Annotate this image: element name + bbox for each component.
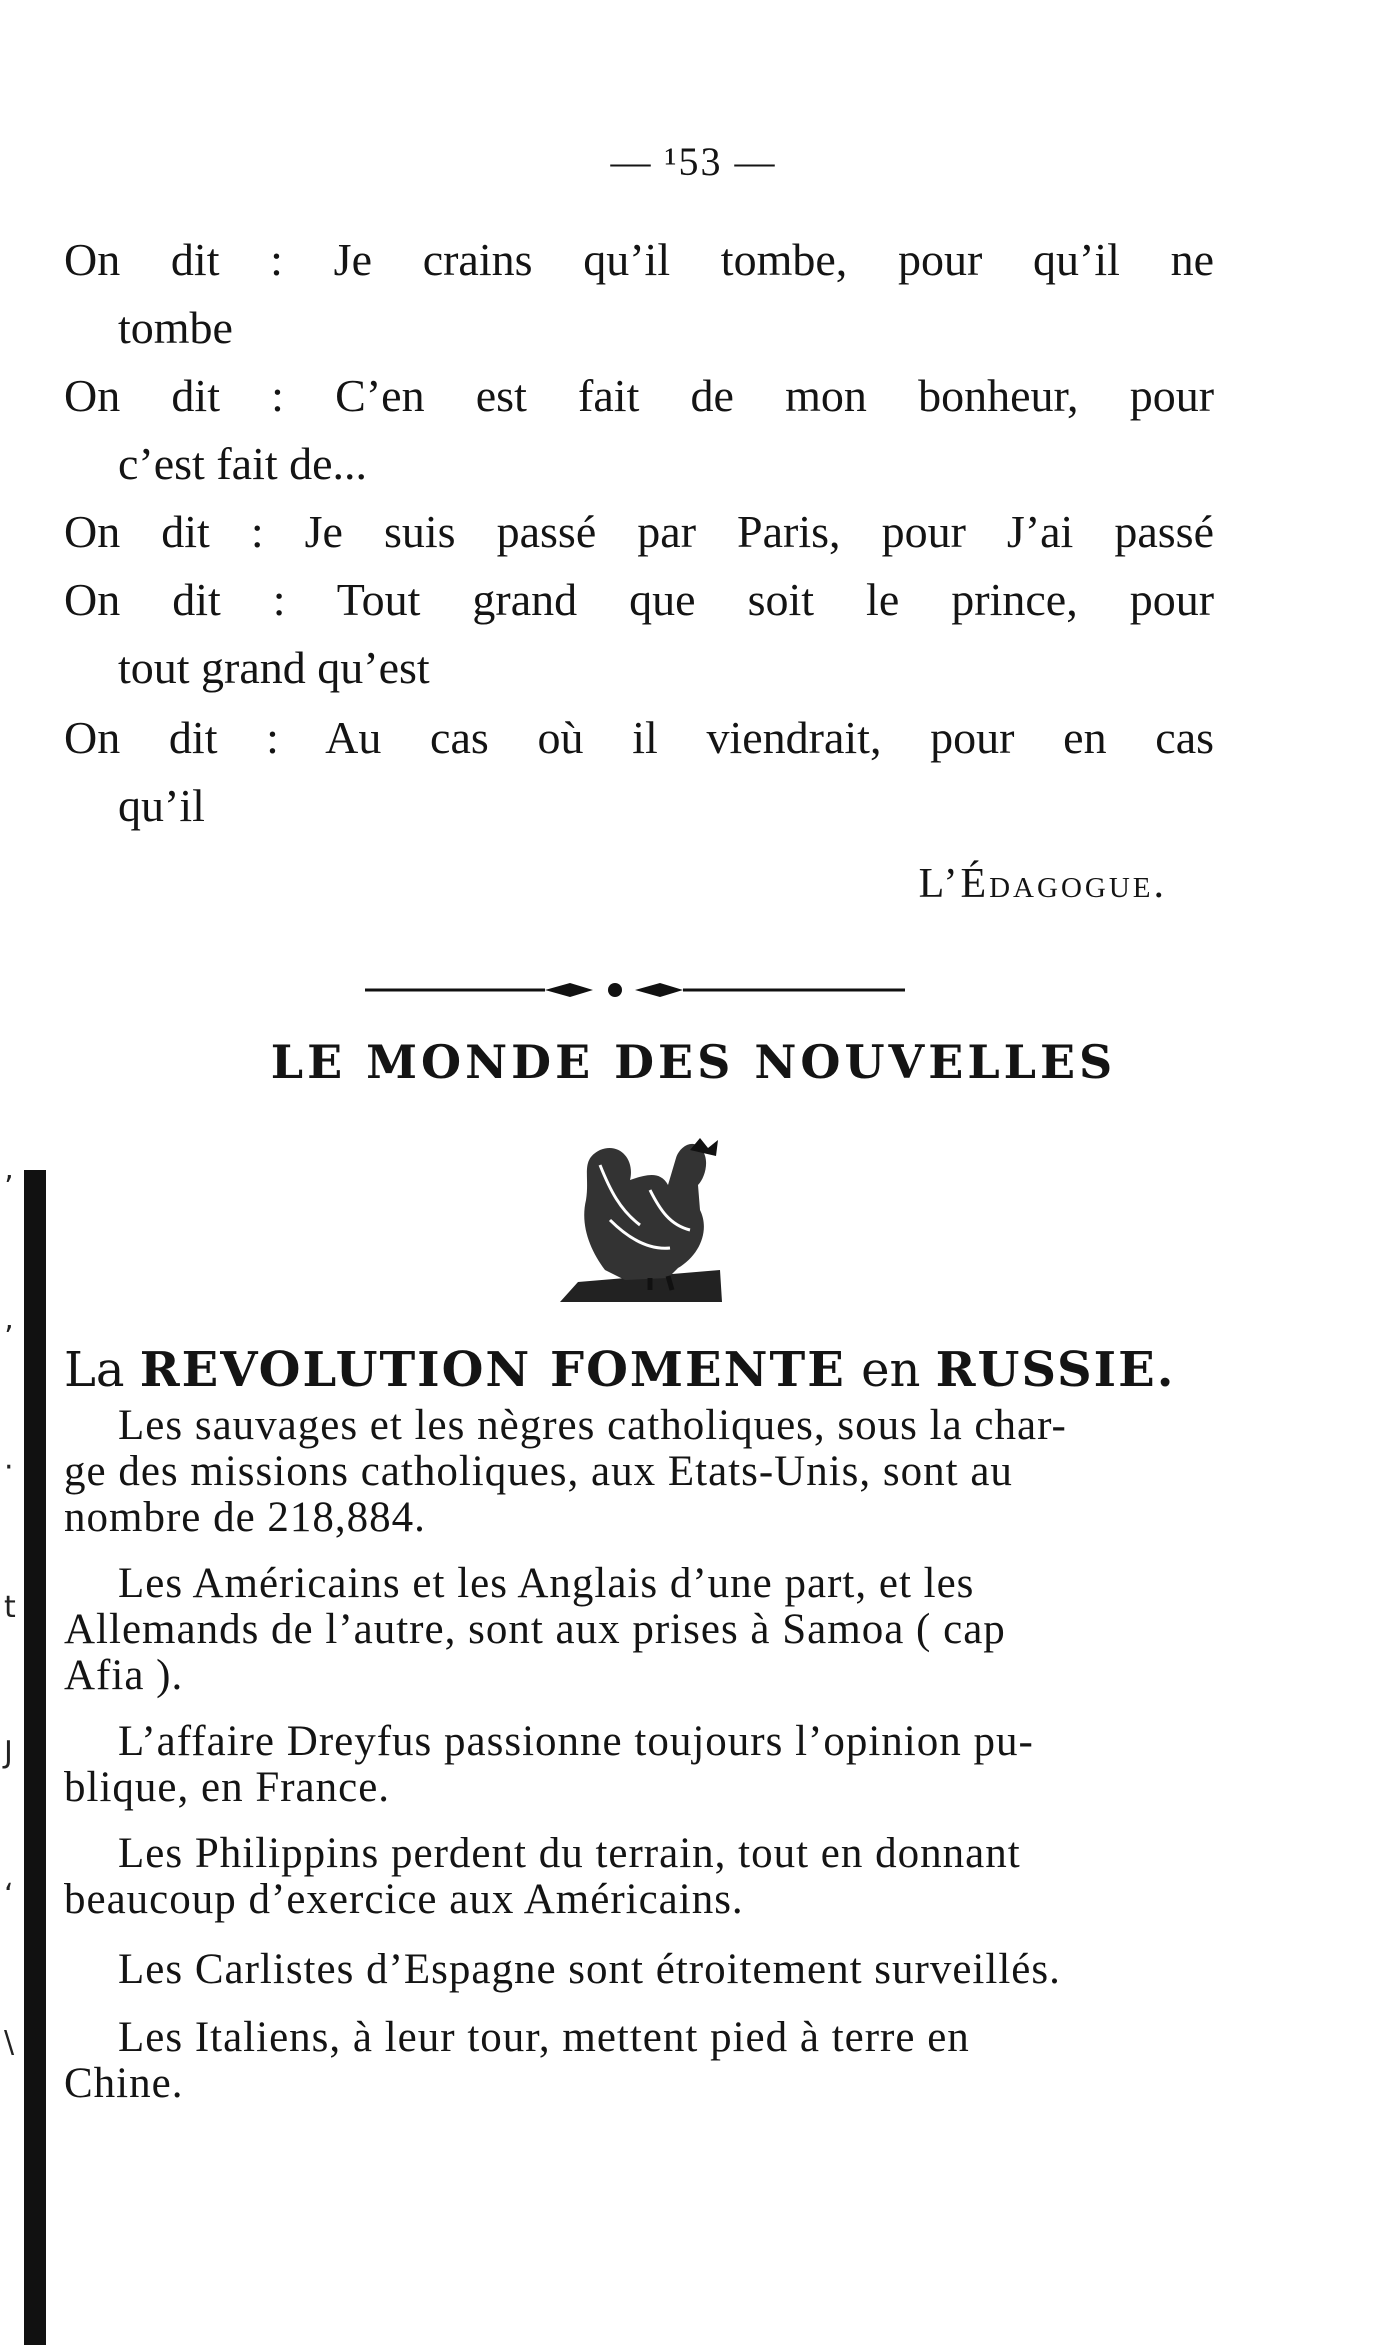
news-line: ge des missions catholiques, aux Etats-Unis, sont au: [64, 1448, 1013, 1495]
margin-speck: ·: [4, 1450, 14, 1485]
title-prefix: La: [64, 1342, 125, 1398]
news-line: Les Américains et les Anglais d’une part, et les: [118, 1560, 975, 1607]
news-line: Les sauvages et les nègres catholiques, sous la char-: [118, 1402, 1067, 1449]
on-dit-continuation: tout grand qu’est: [118, 642, 430, 693]
binding-margin-bar: [24, 1170, 46, 2345]
news-line: Afia ).: [64, 1652, 184, 1699]
margin-speck: \: [4, 2025, 15, 2060]
on-dit-text: C’en est fait de mon bonheur, pour: [335, 370, 1215, 421]
on-dit-text: Je crains qu’il tombe, pour qu’il ne: [333, 234, 1215, 285]
news-line: Chine.: [64, 2060, 184, 2107]
margin-speck: t: [4, 1590, 16, 1625]
ornamental-divider: [365, 975, 905, 1005]
rooster-icon: [550, 1130, 730, 1305]
news-line: beaucoup d’exercice aux Américains.: [64, 1876, 744, 1923]
title-end: RUSSIE.: [935, 1342, 1176, 1398]
page-number: — ¹53 —: [610, 139, 777, 184]
on-dit-line-1: [64, 230, 1214, 290]
news-line: Les Carlistes d’Espagne sont étroitement surveillés.: [118, 1946, 1061, 1993]
news-line: nombre de 218,884.: [64, 1494, 426, 1541]
news-line: Les Italiens, à leur tour, mettent pied à terre en: [118, 2014, 970, 2061]
on-dit-text: Je suis passé par Paris, pour J’ai passé: [304, 506, 1214, 557]
article-title: [64, 1340, 1175, 1400]
on-dit-continuation: c’est fait de...: [118, 438, 368, 489]
margin-speck: ‘: [4, 1878, 14, 1913]
margin-speck: J: [4, 1735, 13, 1770]
on-dit-text: Au cas où il viendrait, pour en cas: [325, 712, 1215, 763]
on-dit-label: On dit :: [64, 370, 284, 421]
on-dit-label: On dit :: [64, 712, 279, 763]
margin-speck: ’: [4, 1170, 14, 1205]
news-line: Allemands de l’autre, sont aux prises à Samoa ( cap: [64, 1606, 1006, 1653]
margin-speck: ’: [4, 1320, 14, 1355]
signature: L’Édagogue.: [918, 861, 1167, 907]
on-dit-text: Tout grand que soit le prince, pour: [336, 574, 1215, 625]
on-dit-line-5: [64, 708, 1214, 768]
on-dit-continuation: qu’il: [118, 780, 205, 831]
news-line: L’affaire Dreyfus passionne toujours l’opinion pu-: [118, 1718, 1034, 1765]
news-line: Les Philippins perdent du terrain, tout en donnant: [118, 1830, 1021, 1877]
on-dit-continuation: tombe: [118, 302, 233, 353]
title-main: REVOLUTION FOMENTE: [139, 1342, 846, 1398]
section-heading: LE MONDE DES NOUVELLES: [270, 1035, 1117, 1089]
on-dit-label: On dit :: [64, 506, 264, 557]
on-dit-label: On dit :: [64, 234, 283, 285]
on-dit-line-2: [64, 366, 1214, 426]
title-mid: en: [861, 1342, 921, 1398]
on-dit-line-4: [64, 570, 1214, 630]
on-dit-label: On dit :: [64, 574, 286, 625]
on-dit-line-3: [64, 502, 1214, 562]
news-line: blique, en France.: [64, 1764, 391, 1811]
